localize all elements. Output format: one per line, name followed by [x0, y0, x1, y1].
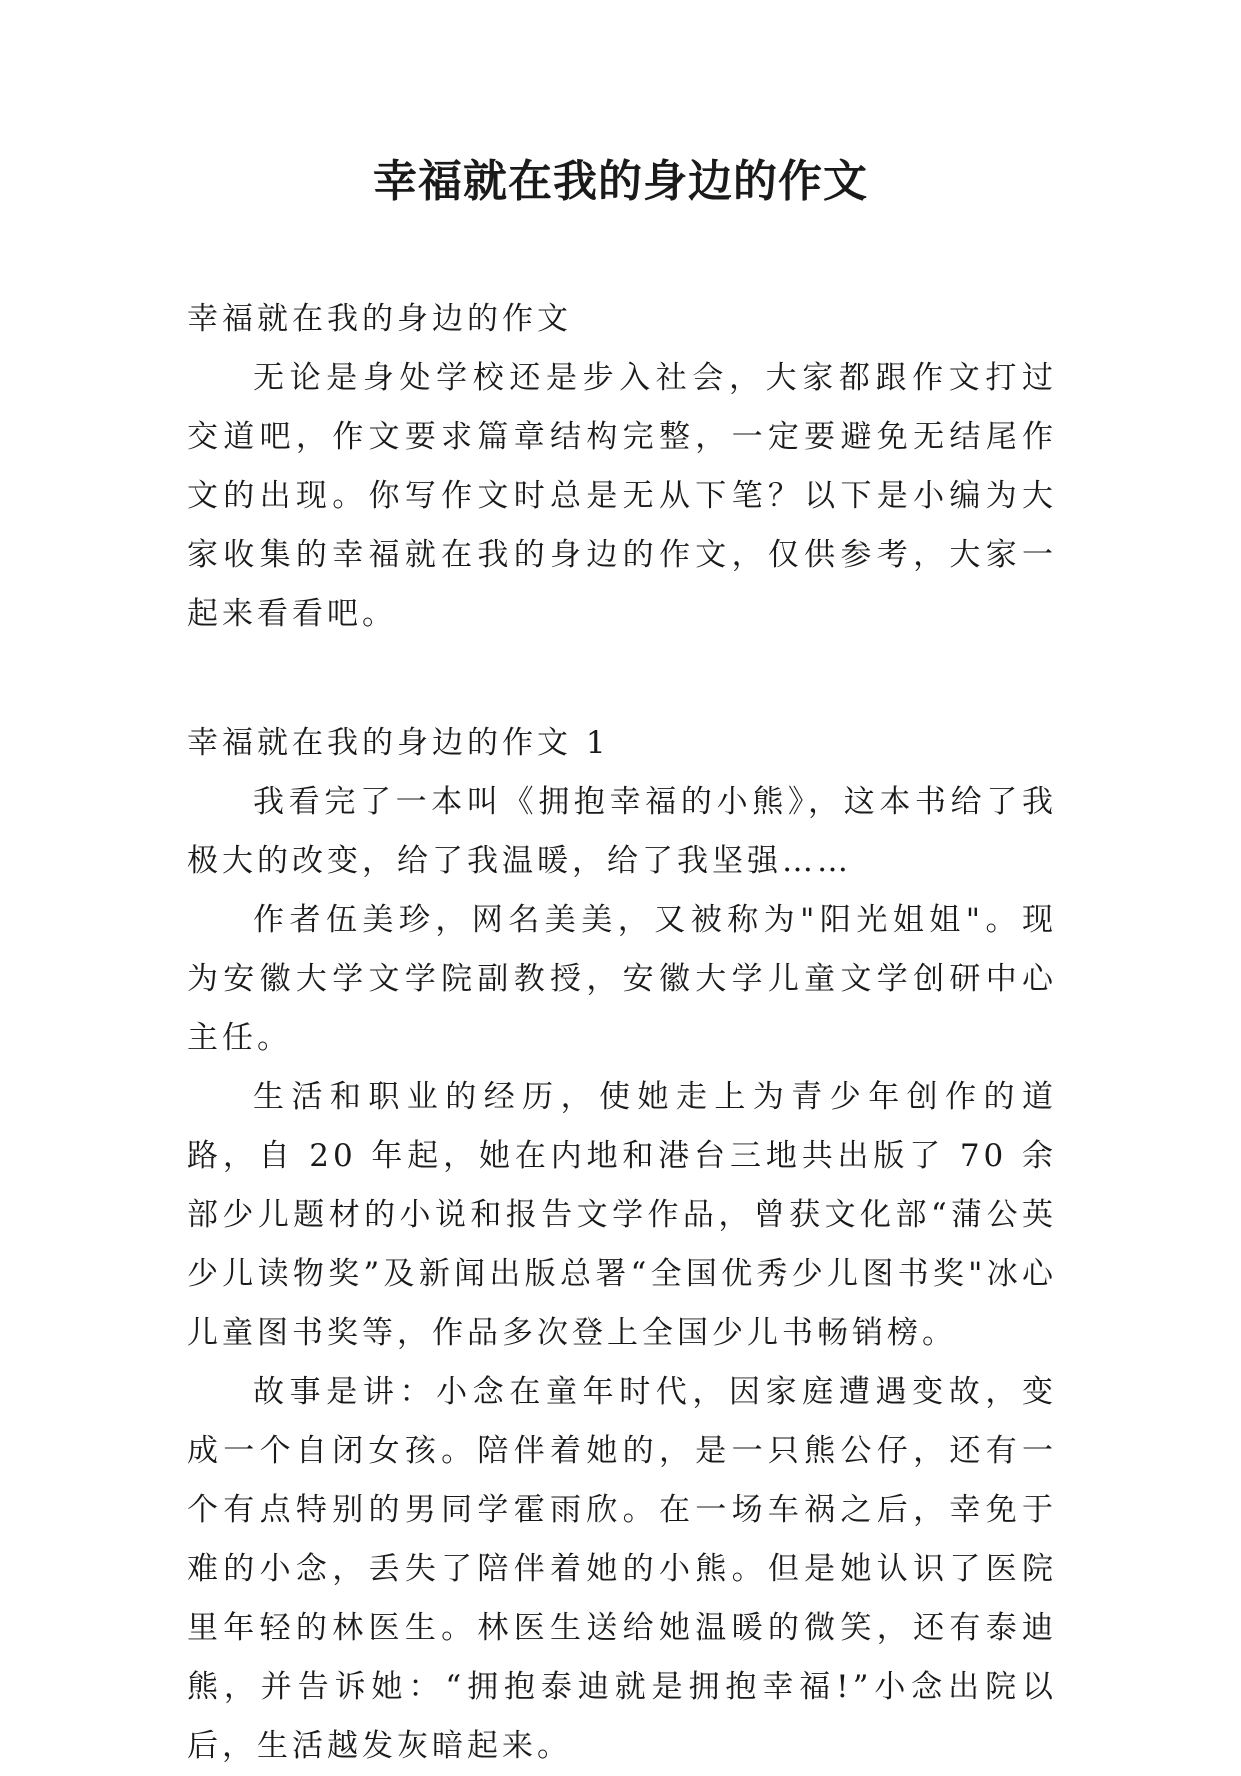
body-paragraph: 故事是讲：小念在童年时代，因家庭遭遇变故，变成一个自闭女孩。陪伴着她的，是一只熊公仔，还有一个有点特别的男同学霍雨欣。在一场车祸之后，幸免于难的小念，丢失了陪伴着她的小熊。但是她认识了医院里年轻的林医生。林医生送给她温暖的微笑，还有泰迪熊，并告诉她：“拥抱泰迪就是拥抱幸福!”小念出院以后，生活越发灰暗起来。 [187, 1374, 1057, 1764]
body-paragraph: 作者伍美珍，网名美美，又被称为"阳光姐姐"。现为安徽大学文学院副教授，安徽大学儿童文学创研中心主任。 [187, 902, 1057, 1056]
subtitle-line: 幸福就在我的身边的作文 [187, 301, 572, 337]
section-spacer [187, 644, 1057, 714]
section-heading: 幸福就在我的身边的作文 1 [187, 725, 610, 761]
body-paragraph: 我看完了一本叫《拥抱幸福的小熊》，这本书给了我极大的改变，给了我温暖，给了我坚强…… [187, 784, 1057, 879]
intro-paragraph: 无论是身处学校还是步入社会，大家都跟作文打过交道吧，作文要求篇章结构完整，一定要避免无结尾作文的出现。你写作文时总是无从下笔？以下是小编为大家收集的幸福就在我的身边的作文，仅供参考，大家一起来看看吧。 [187, 360, 1057, 632]
body-paragraph: 生活和职业的经历，使她走上为青少年创作的道路，自 20 年起，她在内地和港台三地共出版了 70 余部少儿题材的小说和报告文学作品，曾获文化部“蒲公英少儿读物奖”及新闻出版总署“全国优秀少儿图书奖"冰心儿童图书奖等，作品多次登上全国少儿书畅销榜。 [187, 1079, 1057, 1351]
document-body [187, 290, 1057, 1776]
document-title: 幸福就在我的身边的作文 [373, 156, 868, 207]
